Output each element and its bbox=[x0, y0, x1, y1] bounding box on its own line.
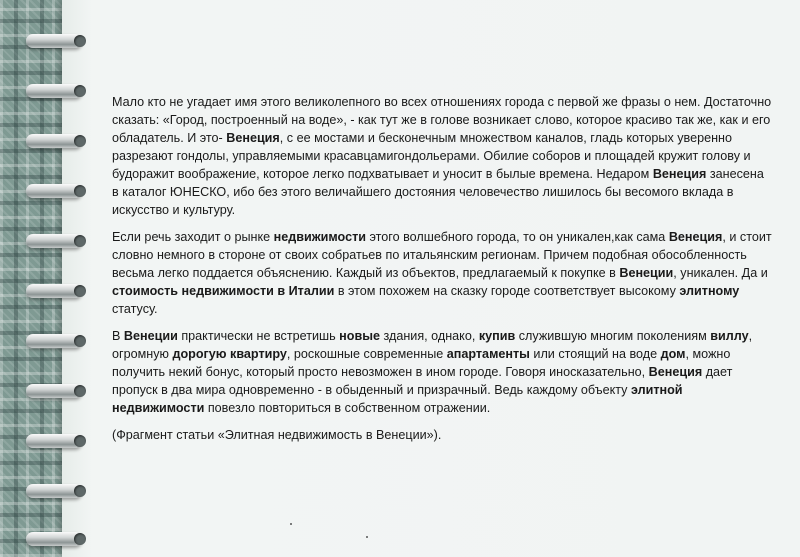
text-run: в этом похожем на сказку городе соответствует высокому bbox=[334, 284, 680, 298]
text-run: , с ее мостами и бесконечным множеством каналов, гладь которых уверенно разрезают гондолы, управляемыми красавцамигондольерами. Обилие соборов и площадей кружит голову и будоражит воображение, которое легко подхватывает и уносит в былые времена. Недаром bbox=[112, 131, 751, 181]
binder-ring bbox=[26, 184, 82, 198]
binder-ring bbox=[26, 234, 82, 248]
bold-keyword: стоимость недвижимости в Италии bbox=[112, 284, 335, 298]
text-run: Если речь заходит о рынке bbox=[112, 230, 274, 244]
binder-ring bbox=[26, 134, 82, 148]
text-run: , уникален. Да и bbox=[673, 266, 768, 280]
binder-ring bbox=[26, 384, 82, 398]
text-run: , можно получить некий бонус, который просто невозможен в ином городе. Говоря иносказательно, bbox=[112, 347, 731, 379]
bold-keyword: Венеция bbox=[668, 230, 723, 244]
text-run: , роскошные современные bbox=[286, 347, 447, 361]
bold-keyword: недвижимости bbox=[273, 230, 366, 244]
article-text bbox=[112, 93, 772, 453]
bold-keyword: элитному bbox=[679, 284, 740, 298]
speck bbox=[366, 536, 368, 538]
text-run: Мало кто не угадает имя этого великолепного во всех отношениях города с первой же фразы о нем. Достаточно сказать: «Город, построенный на воде», - как тут же в голове возникает слово, которое красиво так же, как и его обладатель. И это- bbox=[112, 95, 772, 145]
text-run: повезло повториться в собственном отражении. bbox=[204, 401, 491, 415]
bold-keyword: дорогую квартиру bbox=[172, 347, 287, 361]
binder-ring bbox=[26, 334, 82, 348]
text-run: служившую многим поколениям bbox=[515, 329, 711, 343]
bold-keyword: дом bbox=[660, 347, 686, 361]
bold-keyword: апартаменты bbox=[446, 347, 530, 361]
bold-keyword: элитной недвижимости bbox=[112, 383, 683, 415]
binder-ring bbox=[26, 434, 82, 448]
text-run: занесена в каталог ЮНЕСКО, ибо без этого величайшего достояния человечество лишилось бы весомого вклада в искусство и культуру. bbox=[112, 167, 764, 217]
text-run: , огромную bbox=[112, 329, 753, 361]
binder-ring bbox=[26, 34, 82, 48]
bold-keyword: Венеции bbox=[619, 266, 674, 280]
article-paragraph bbox=[112, 228, 772, 318]
binder-ring bbox=[26, 84, 82, 98]
text-run: или стоящий на воде bbox=[529, 347, 661, 361]
bold-keyword: Венеция bbox=[648, 365, 703, 379]
speck bbox=[290, 523, 292, 525]
text-run: статусу. bbox=[112, 302, 158, 316]
binder-ring bbox=[26, 532, 82, 546]
binder-ring bbox=[26, 484, 82, 498]
text-run: здания, однако, bbox=[379, 329, 479, 343]
bold-keyword: Венеция bbox=[652, 167, 707, 181]
text-run: , и стоит словно немного в стороне от своих собратьев по итальянским регионам. Причем подобная обособленность весьма легко поддается объяснению. Каждый из объектов, предлагаемый к покупке в bbox=[112, 230, 772, 280]
text-run: дает пропуск в два мира одновременно - в обыденный и призрачный. Ведь каждому объекту bbox=[112, 365, 733, 397]
binder-ring bbox=[26, 284, 82, 298]
article-paragraph bbox=[112, 327, 772, 417]
bold-keyword: Венеции bbox=[123, 329, 178, 343]
bold-keyword: виллу bbox=[710, 329, 749, 343]
text-run: практически не встретишь bbox=[177, 329, 340, 343]
article-paragraph bbox=[112, 426, 772, 444]
bold-keyword: купив bbox=[478, 329, 516, 343]
bold-keyword: Венеция bbox=[226, 131, 280, 145]
bold-keyword: новые bbox=[339, 329, 380, 343]
text-run: В bbox=[112, 329, 124, 343]
text-run: этого волшебного города, то он уникален,как сама bbox=[366, 230, 669, 244]
text-run: (Фрагмент статьи «Элитная недвижимость в Венеции»). bbox=[112, 428, 442, 442]
article-paragraph bbox=[112, 93, 772, 219]
